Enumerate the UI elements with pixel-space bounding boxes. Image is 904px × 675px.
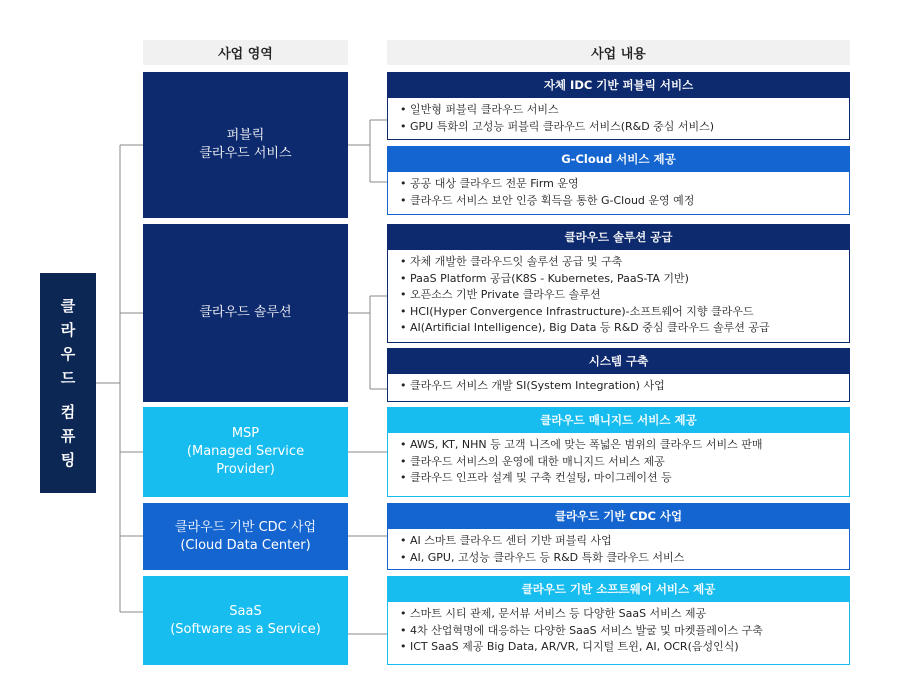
category-label: 퍼블릭: [226, 128, 265, 143]
section-title: 클라우드 매니지드 서비스 제공: [388, 408, 849, 433]
category-label: 클라우드 서비스: [199, 146, 292, 161]
section-item: • 4차 산업혁명에 대응하는 다양한 SaaS 서비스 발굴 및 마켓플레이스 구축: [400, 623, 849, 640]
column-header-content: 사업 내용: [387, 40, 850, 65]
category-label: 클라우드 솔루션: [199, 305, 292, 320]
root-box-cloud-computing: [40, 273, 96, 493]
section-saas: [387, 576, 850, 665]
section-title: 자체 IDC 기반 퍼블릭 서비스: [388, 73, 849, 98]
category-saas: [143, 576, 348, 665]
category-msp: [143, 407, 348, 497]
section-system-build: [387, 348, 850, 402]
section-managed-service: [387, 407, 850, 497]
section-item: • PaaS Platform 공급(K8S - Kubernetes, PaaS-TA 기반): [400, 271, 849, 288]
category-public-cloud: [143, 72, 348, 218]
category-label: (Managed Service: [186, 444, 305, 459]
root-char: 퓨: [60, 427, 76, 445]
section-title: G-Cloud 서비스 제공: [388, 147, 849, 172]
root-char: 우: [60, 345, 76, 363]
section-item: • ICT SaaS 제공 Big Data, AR/VR, 디지털 트윈, AI, OCR(음성인식): [400, 639, 849, 656]
category-label: SaaS: [229, 603, 262, 619]
category-label: MSP: [231, 426, 260, 441]
root-char: 클: [60, 297, 76, 315]
section-item: • 일반형 퍼블릭 클라우드 서비스: [400, 102, 849, 119]
section-item: • 스마트 시티 관제, 문서뷰 서비스 등 다양한 SaaS 서비스 제공: [400, 606, 849, 623]
root-char: 라: [60, 321, 76, 339]
section-item: • GPU 특화의 고성능 퍼블릭 클라우드 서비스(R&D 중심 서비스): [400, 119, 849, 136]
section-item: • 클라우드 서비스 보안 인증 획득을 통한 G-Cloud 운영 예정: [400, 193, 849, 210]
section-item: • AWS, KT, NHN 등 고객 니즈에 맞는 폭넓은 범위의 클라우드 서비스 판매: [400, 437, 849, 454]
root-char: 컴: [60, 403, 76, 421]
section-item: • AI(Artificial Intelligence), Big Data 등 R&D 중심 클라우드 솔루션 공급: [400, 320, 849, 337]
section-cdc: [387, 503, 850, 570]
category-cloud-solution: [143, 224, 348, 402]
section-item: • AI, GPU, 고성능 클라우드 등 R&D 특화 클라우드 서비스: [400, 550, 849, 567]
section-item: • 오픈소스 기반 Private 클라우드 솔루션: [400, 287, 849, 304]
section-title: 클라우드 솔루션 공급: [388, 225, 849, 250]
section-item: • 클라우드 인프라 설계 및 구축 컨설팅, 마이그레이션 등: [400, 470, 849, 487]
category-cdc: [143, 503, 348, 570]
section-item: • AI 스마트 클라우드 센터 기반 퍼블릭 사업: [400, 533, 849, 550]
section-item: • 공공 대상 클라우드 전문 Firm 운영: [400, 176, 849, 193]
category-label: Provider): [216, 462, 275, 477]
section-title: 클라우드 기반 CDC 사업: [388, 504, 849, 529]
section-title: 시스템 구축: [388, 349, 849, 374]
section-title: 클라우드 기반 소프트웨어 서비스 제공: [388, 577, 849, 602]
section-item: • HCI(Hyper Convergence Infrastructure)-소프트웨어 지향 클라우드: [400, 304, 849, 321]
root-char: 팅: [60, 451, 76, 469]
section-idc-public: [387, 72, 850, 140]
category-label: 클라우드 기반 CDC 사업: [174, 519, 317, 535]
section-item: • 클라우드 서비스의 운영에 대한 매니지드 서비스 제공: [400, 454, 849, 471]
section-g-cloud: [387, 146, 850, 215]
section-solution-supply: [387, 224, 850, 343]
section-item: • 클라우드 서비스 개발 SI(System Integration) 사업: [400, 378, 849, 395]
column-header-area: 사업 영역: [143, 40, 348, 65]
category-label: (Software as a Service): [170, 621, 321, 637]
section-item: • 자체 개발한 클라우드잇 솔루션 공급 및 구축: [400, 254, 849, 271]
root-char: 드: [60, 369, 76, 387]
category-label: (Cloud Data Center): [180, 537, 311, 553]
